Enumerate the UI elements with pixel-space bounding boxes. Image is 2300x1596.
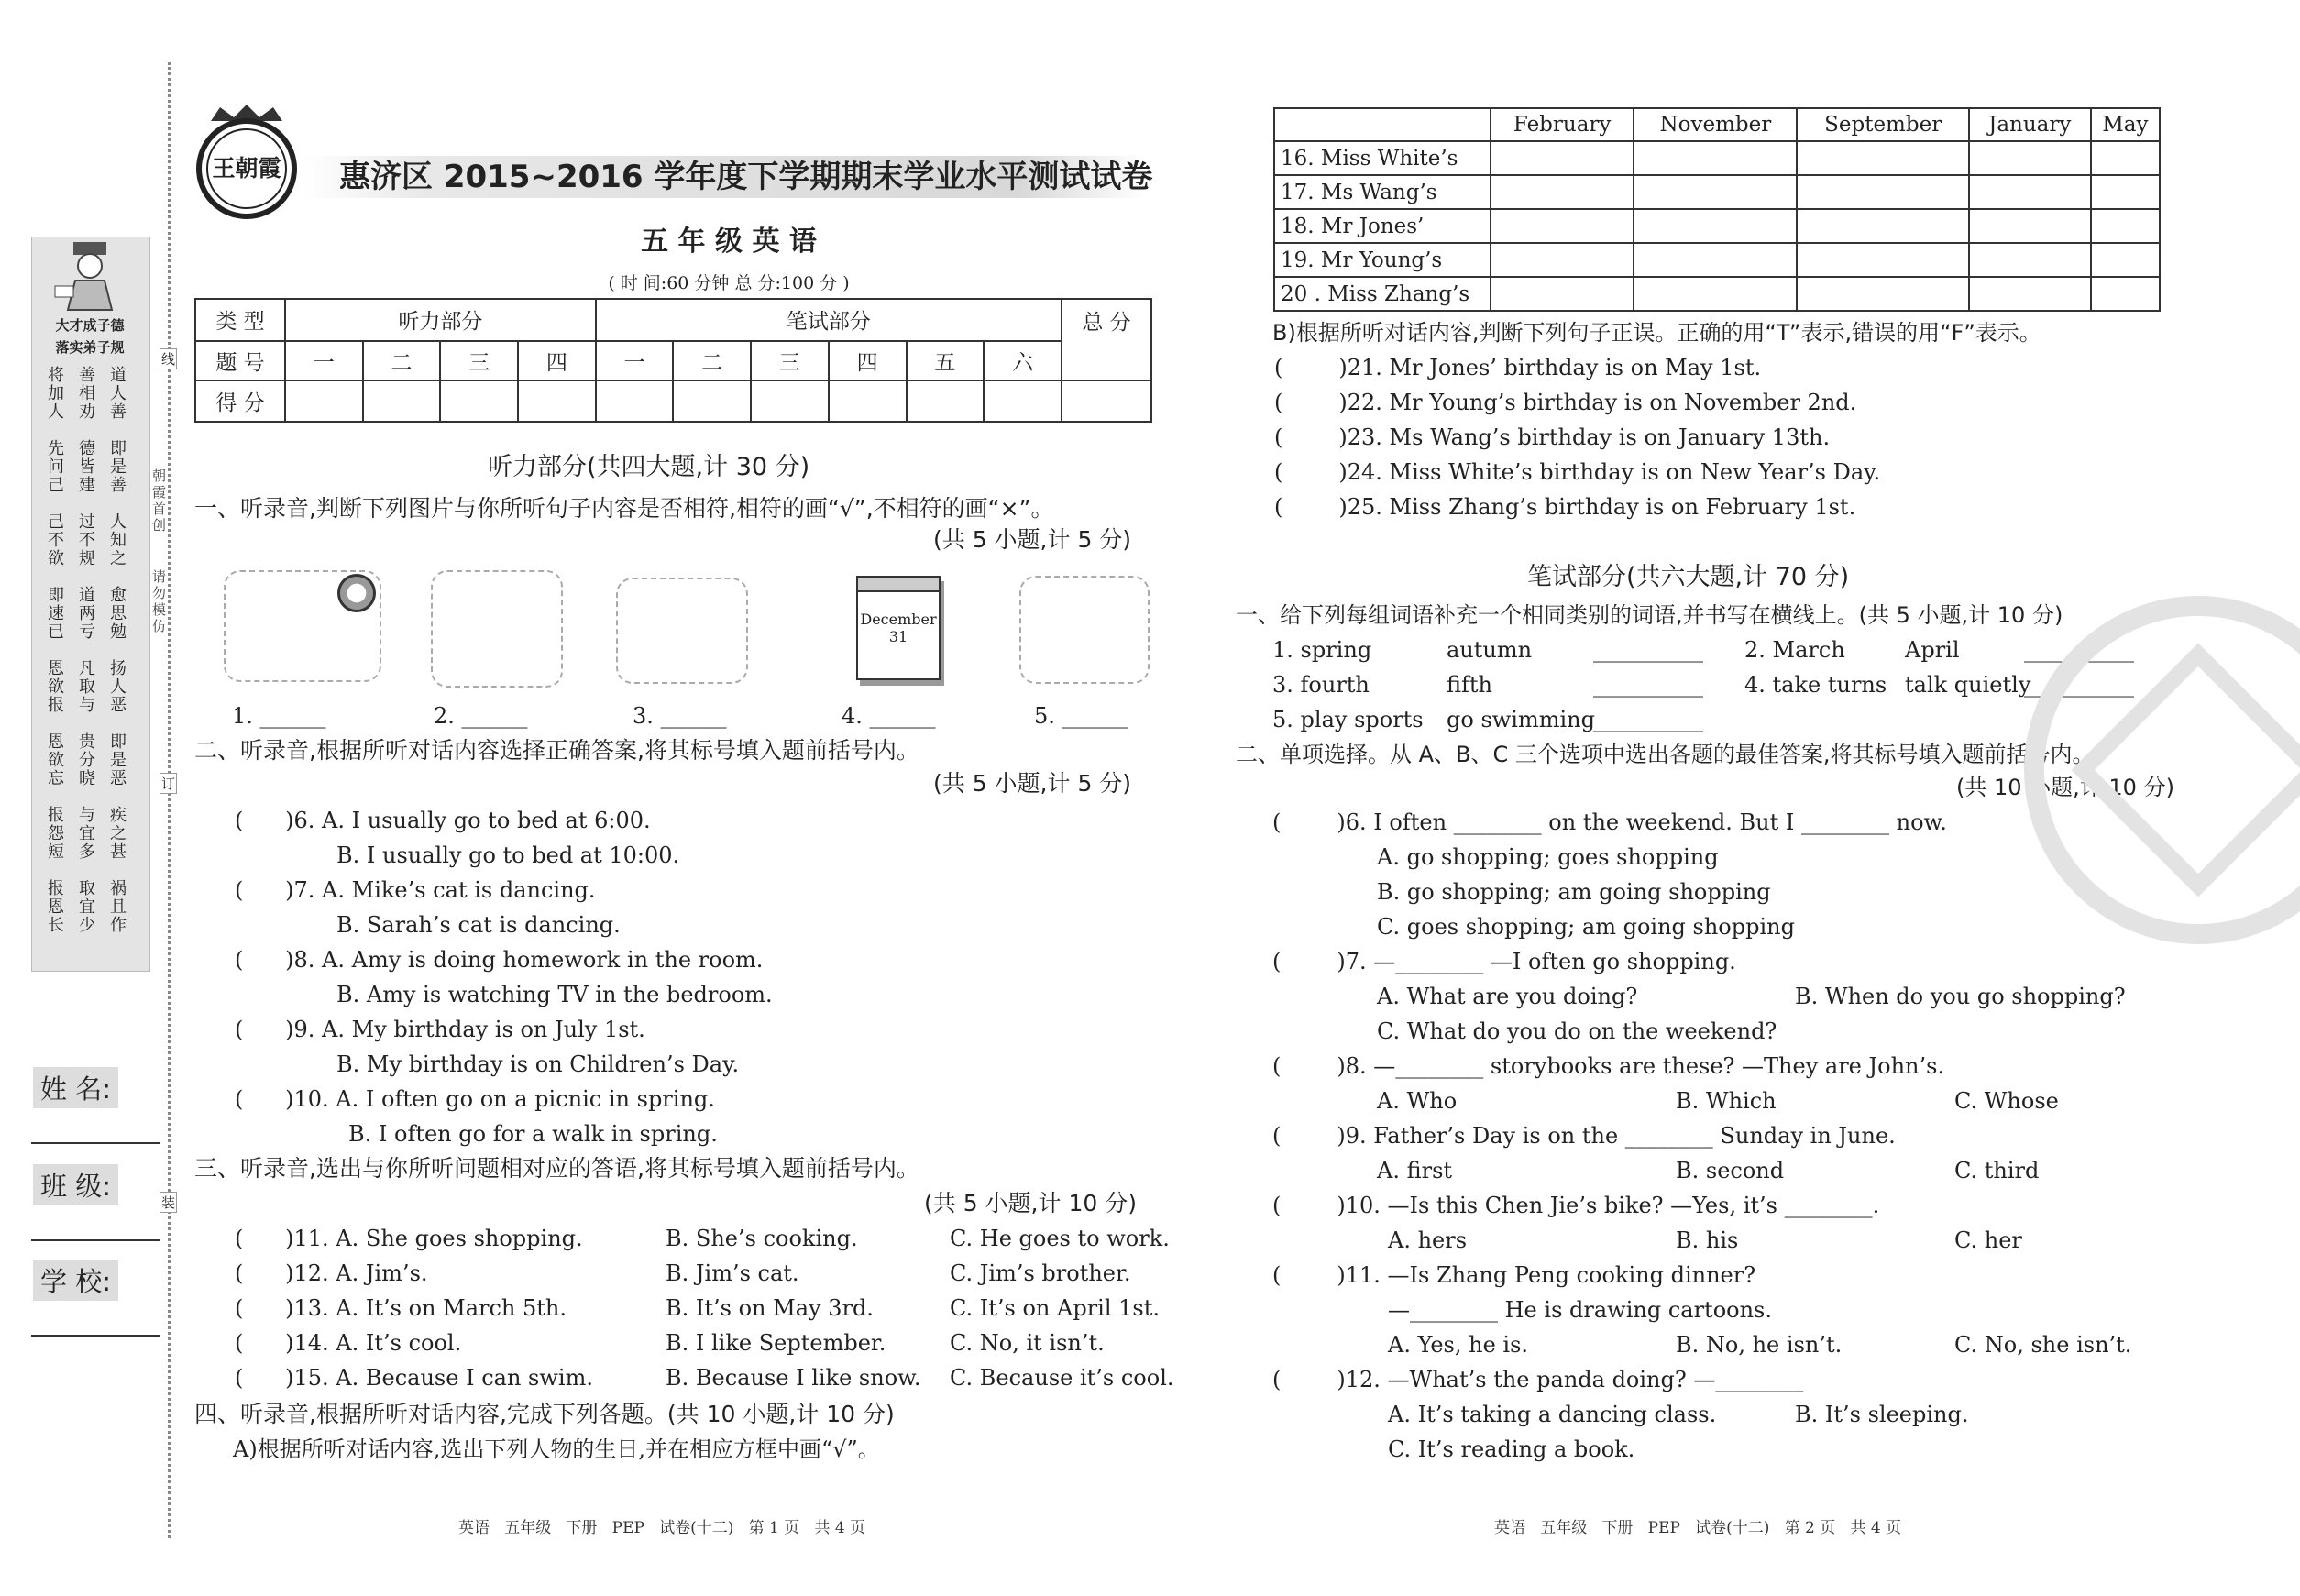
birthday-check-cell[interactable] [1634, 243, 1797, 277]
mc-q8: ( )8. —________ storybooks are these? —They are John’s. [1272, 1053, 1945, 1079]
score-table-num: 二 [363, 341, 441, 381]
score-table-num: 一 [596, 341, 674, 381]
birthday-check-cell[interactable] [1491, 175, 1634, 209]
score-table-cell[interactable] [751, 380, 829, 422]
listening-s3-title: 三、听录音,选出与你所听问题相对应的答语,将其标号填入题前括号内。 [194, 1155, 919, 1182]
birthday-table-corner [1274, 108, 1491, 141]
word-group-item: 5. play sports [1272, 707, 1424, 732]
birthday-person-17: 17. Ms Wang’s [1274, 175, 1491, 209]
spine-maxim-col: 己不欲 [48, 512, 64, 568]
gutter-mark-ding: 订 [160, 773, 177, 794]
calendar-month: December [860, 611, 937, 628]
score-table-num: 三 [440, 341, 518, 381]
birthday-check-cell[interactable] [1491, 277, 1634, 311]
listening-s3-points: (共 5 小题,计 10 分) [924, 1190, 1137, 1216]
score-table [194, 298, 1152, 423]
mc-q9: ( )9. Father’s Day is on the ________ Sunday in June. [1272, 1123, 1896, 1149]
picture-blank-5: 5. ______ [1034, 703, 1128, 729]
mc-q12-b: B. It’s sleeping. [1795, 1402, 1969, 1427]
mc-q8-b: B. Which [1676, 1088, 1777, 1114]
birthday-check-cell[interactable] [1797, 175, 1968, 209]
mc-q11-line2: —________ He is drawing cartoons. [1388, 1297, 1772, 1323]
student-name-label: 姓 名: [33, 1067, 118, 1108]
birthday-person-20: 20 . Miss Zhang’s [1274, 277, 1491, 311]
birthday-check-cell[interactable] [1491, 243, 1634, 277]
listening-s2-title: 二、听录音,根据所听对话内容选择正确答案,将其标号填入题前括号内。 [194, 737, 919, 764]
birthday-check-cell[interactable] [1491, 141, 1634, 175]
score-table-question-no: 题 号 [195, 341, 285, 381]
listening-s2-points: (共 5 小题,计 5 分) [933, 770, 1132, 797]
spine-maxim-col: 过不规 [79, 512, 95, 568]
writing-s2-points: (共 10 小题,计 10 分) [1956, 775, 2174, 800]
spine-maxim-col: 取宜少 [79, 879, 95, 935]
birthday-month-header: May [2091, 108, 2160, 141]
word-group-item: 2. March [1744, 637, 1845, 663]
q9-line-a: ( )9. A. My birthday is on July 1st. [235, 1017, 645, 1042]
score-table-num: 一 [285, 341, 363, 381]
q7-line-b: B. Sarah’s cat is dancing. [336, 912, 621, 938]
footer-left: 英语 五年级 下册 PEP 试卷(十二) 第 1 页 共 4 页 [458, 1519, 866, 1537]
birthday-check-cell[interactable] [2091, 175, 2160, 209]
ball-icon [337, 574, 376, 612]
logo-text: 王朝霞 [212, 155, 281, 182]
mc-q11-b: B. No, he isn’t. [1676, 1332, 1843, 1358]
gutter-note-2: 请勿模仿 [152, 568, 167, 634]
score-table-total-cell[interactable] [1062, 380, 1151, 422]
score-table-cell[interactable] [829, 380, 907, 422]
mc-q6-c: C. goes shopping; am going shopping [1377, 914, 1795, 940]
s3-option: ( )12. A. Jim’s. [235, 1260, 428, 1286]
score-table-num: 五 [907, 341, 985, 381]
writing-s1-title: 一、给下列每组词语补充一个相同类别的词语,并书写在横线上。(共 5 小题,计 10 分) [1236, 602, 2063, 628]
mc-q6: ( )6. I often ________ on the weekend. But I ________ now. [1272, 809, 1947, 835]
listening-s1-points: (共 5 小题,计 5 分) [933, 526, 1132, 553]
s3-option: ( )13. A. It’s on March 5th. [235, 1295, 567, 1321]
mc-q12-a: A. It’s taking a dancing class. [1388, 1402, 1717, 1427]
word-group-item: go swimming [1447, 707, 1595, 732]
word-group-item: __________ [1593, 637, 1703, 663]
birthday-person-19: 19. Mr Young’s [1274, 243, 1491, 277]
gutter-note-1: 朝霞首创 [152, 468, 167, 534]
spine-maxim-col: 即是善 [110, 439, 127, 495]
spine-maxim-col: 恩欲报 [48, 659, 64, 715]
s3-option: ( )11. A. She goes shopping. [235, 1226, 583, 1251]
picture-monkey [616, 578, 748, 684]
tf-q24: ( )24. Miss White’s birthday is on New Year’s Day. [1274, 459, 1881, 485]
spine-maxim-col: 即是恶 [110, 732, 127, 788]
calendar-day: 31 [888, 628, 908, 645]
tf-title: B)根据所听对话内容,判断下列句子正误。正确的用“T”表示,错误的用“F”表示。 [1272, 320, 2041, 346]
birthday-check-cell[interactable] [2091, 277, 2160, 311]
picture-girl-icecream [431, 570, 563, 688]
score-table-num: 六 [984, 341, 1062, 381]
score-table-cell[interactable] [363, 380, 441, 422]
mc-q9-a: A. first [1377, 1158, 1453, 1183]
birthday-person-18: 18. Mr Jones’ [1274, 209, 1491, 243]
spine-motto-1: 大才成子德 [55, 317, 125, 334]
spine-maxim-col: 道人善 [110, 366, 127, 422]
score-table-cell[interactable] [440, 380, 518, 422]
word-group-item: 3. fourth [1272, 672, 1370, 698]
spine-maxim-col: 德皆建 [79, 439, 95, 495]
score-table-cell[interactable] [596, 380, 674, 422]
s3-option: B. It’s on May 3rd. [666, 1295, 874, 1321]
score-table-cell[interactable] [984, 380, 1062, 422]
mc-q10-a: A. hers [1388, 1227, 1468, 1253]
mc-q11: ( )11. —Is Zhang Peng cooking dinner? [1272, 1262, 1756, 1288]
score-table-cell[interactable] [907, 380, 985, 422]
tf-q22: ( )22. Mr Young’s birthday is on November 2nd. [1274, 390, 1857, 415]
score-table-num: 四 [829, 341, 907, 381]
q9-line-b: B. My birthday is on Children’s Day. [336, 1051, 740, 1077]
mc-q9-b: B. second [1676, 1158, 1785, 1183]
picture-calendar [856, 576, 941, 680]
s3-option: B. Jim’s cat. [666, 1260, 799, 1286]
s3-option: B. Because I like snow. [666, 1365, 921, 1391]
q6-line-b: B. I usually go to bed at 10:00. [336, 842, 680, 868]
s3-option: B. I like September. [666, 1330, 886, 1356]
binding-dotted-line [168, 62, 171, 1538]
score-table-cell[interactable] [285, 380, 363, 422]
s3-option: ( )15. A. Because I can swim. [235, 1365, 593, 1391]
student-class-label: 班 级: [33, 1164, 118, 1205]
birthday-month-header: September [1797, 108, 1968, 141]
mc-q6-a: A. go shopping; goes shopping [1377, 844, 1719, 870]
word-group-item: April [1905, 637, 1960, 663]
spine-maxims [48, 367, 139, 953]
spine-maxim-col: 道两亏 [79, 586, 95, 642]
birthday-check-cell[interactable] [1797, 277, 1968, 311]
spine-maxim-col: 恩欲忘 [48, 732, 64, 788]
score-table-num: 三 [751, 341, 829, 381]
writing-s2-title: 二、单项选择。从 A、B、C 三个选项中选出各题的最佳答案,将其标号填入题前括号内。 [1236, 742, 2095, 767]
mc-q11-a: A. Yes, he is. [1388, 1332, 1529, 1358]
score-table-total: 总 分 [1062, 299, 1151, 380]
mc-q8-a: A. Who [1377, 1088, 1458, 1114]
word-group-item: autumn [1447, 637, 1533, 663]
listening-heading: 听力部分(共四大题,计 30 分) [488, 453, 810, 481]
score-table-writing: 笔试部分 [596, 299, 1062, 341]
score-table-num: 四 [518, 341, 596, 381]
tf-q23: ( )23. Ms Wang’s birthday is on January 13th. [1274, 424, 1831, 450]
spine-maxim-col: 报恩长 [48, 879, 64, 935]
s3-option: ( )14. A. It’s cool. [235, 1330, 462, 1356]
birthday-check-cell[interactable] [1634, 175, 1797, 209]
student-school-label: 学 校: [33, 1260, 118, 1301]
mc-q7-b: B. When do you go shopping? [1795, 984, 2126, 1009]
mc-q8-c: C. Whose [1954, 1088, 2059, 1114]
birthday-check-cell[interactable] [1969, 277, 2091, 311]
birthday-check-cell[interactable] [2091, 141, 2160, 175]
footer-right: 英语 五年级 下册 PEP 试卷(十二) 第 2 页 共 4 页 [1494, 1519, 1902, 1537]
tf-q25: ( )25. Miss Zhang’s birthday is on February 1st. [1274, 494, 1856, 520]
scholar-figure [53, 240, 127, 312]
birthday-month-header: January [1969, 108, 2091, 141]
birthday-month-header: February [1491, 108, 1634, 141]
birthday-check-cell[interactable] [1491, 209, 1634, 243]
word-group-item: __________ [1593, 672, 1703, 698]
gutter-mark-line: 线 [160, 348, 177, 369]
birthday-person-16: 16. Miss White’s [1274, 141, 1491, 175]
mc-q12: ( )12. —What’s the panda doing? —________ [1272, 1367, 1804, 1392]
gutter-mark-zhuang: 装 [160, 1192, 177, 1213]
spine-maxim-col: 扬人恶 [110, 659, 127, 715]
listening-s3-rows [235, 1221, 1174, 1404]
birthday-check-cell[interactable] [1969, 141, 2091, 175]
birthday-check-cell[interactable] [1797, 141, 1968, 175]
word-group-item: __________ [2024, 672, 2134, 698]
exam-time-info: ( 时 间:60 分钟 总 分:100 分 ) [608, 273, 850, 293]
word-group-item: __________ [2024, 637, 2134, 663]
mc-q10-c: C. her [1954, 1227, 2022, 1253]
student-name-field[interactable] [31, 1142, 160, 1144]
mc-q12-c: C. It’s reading a book. [1388, 1436, 1635, 1462]
spine-maxim-col: 报怨短 [48, 806, 64, 862]
writing-heading: 笔试部分(共六大题,计 70 分) [1527, 563, 1850, 591]
spine-maxim-col: 人知之 [110, 512, 127, 568]
listening-s4-title: 四、听录音,根据所听对话内容,完成下列各题。(共 10 小题,计 10 分) [194, 1401, 895, 1427]
q10-line-b: B. I often go for a walk in spring. [348, 1121, 718, 1147]
q10-line-a: ( )10. A. I often go on a picnic in spring. [235, 1086, 715, 1112]
birthday-check-cell[interactable] [1797, 209, 1968, 243]
student-school-field[interactable] [31, 1335, 160, 1337]
student-class-field[interactable] [31, 1239, 160, 1241]
s3-option: C. Because it’s cool. [950, 1365, 1174, 1391]
mc-q7-a: A. What are you doing? [1377, 984, 1638, 1009]
listening-s4-part-a: A)根据所听对话内容,选出下列人物的生日,并在相应方框中画“√”。 [233, 1436, 880, 1462]
spine-maxim-col: 将加人 [48, 366, 64, 422]
spine-maxim-col: 先问己 [48, 439, 64, 495]
picture-blank-2: 2. ______ [434, 703, 528, 729]
mc-q11-c: C. No, she isn’t. [1954, 1332, 2132, 1358]
birthday-table [1273, 107, 2161, 312]
birthday-check-cell[interactable] [1634, 277, 1797, 311]
q8-line-a: ( )8. A. Amy is doing homework in the room. [235, 947, 764, 973]
picture-blank-3: 3. ______ [633, 703, 727, 729]
tf-q21: ( )21. Mr Jones’ birthday is on May 1st. [1274, 355, 1762, 380]
word-group-item: __________ [1593, 707, 1703, 732]
spine-maxim-col: 凡取与 [79, 659, 95, 715]
spine-maxim-col: 与宜多 [79, 806, 95, 862]
spine-maxim-col: 祸且作 [110, 879, 127, 935]
birthday-check-cell[interactable] [1969, 175, 2091, 209]
score-table-cell[interactable] [518, 380, 596, 422]
mc-q7-c: C. What do you do on the weekend? [1377, 1018, 1777, 1044]
score-table-cell[interactable] [673, 380, 751, 422]
mc-q9-c: C. third [1954, 1158, 2040, 1183]
birthday-check-cell[interactable] [1969, 243, 2091, 277]
spine-maxim-col: 贵分晓 [79, 732, 95, 788]
spine-maxim-col: 即速已 [48, 586, 64, 642]
score-table-listening: 听力部分 [285, 299, 596, 341]
word-group-item: fifth [1447, 672, 1492, 698]
birthday-month-header: November [1634, 108, 1797, 141]
exam-title: 惠济区 2015~2016 学年度下学期期末学业水平测试试卷 [339, 159, 1153, 195]
score-table-num: 二 [673, 341, 751, 381]
s3-option: C. Jim’s brother. [950, 1260, 1131, 1286]
s3-option: C. No, it isn’t. [950, 1330, 1105, 1356]
picture-skating [1019, 576, 1150, 684]
birthday-check-cell[interactable] [1797, 243, 1968, 277]
birthday-check-cell[interactable] [2091, 209, 2160, 243]
birthday-check-cell[interactable] [1634, 209, 1797, 243]
word-group-item: 1. spring [1272, 637, 1372, 663]
calendar-rings [858, 578, 939, 592]
mc-q7: ( )7. —________ —I often go shopping. [1272, 949, 1736, 974]
mc-q10-b: B. his [1676, 1227, 1739, 1253]
birthday-check-cell[interactable] [2091, 243, 2160, 277]
word-group-item: talk quietly [1905, 672, 2031, 698]
score-table-type: 类 型 [195, 299, 285, 341]
q8-line-b: B. Amy is watching TV in the bedroom. [336, 982, 773, 1007]
spine-motto-2: 落实弟子规 [55, 339, 125, 356]
mc-q10: ( )10. —Is this Chen Jie’s bike? —Yes, it’s ________. [1272, 1193, 1880, 1218]
birthday-check-cell[interactable] [1969, 209, 2091, 243]
picture-blank-1: 1. ______ [232, 703, 326, 729]
spine-maxim-col: 疾之甚 [110, 806, 127, 862]
picture-blank-4: 4. ______ [842, 703, 936, 729]
score-table-score: 得 分 [195, 380, 285, 422]
s3-option: B. She’s cooking. [666, 1226, 858, 1251]
mc-q6-b: B. go shopping; am going shopping [1377, 879, 1771, 905]
q7-line-a: ( )7. A. Mike’s cat is dancing. [235, 877, 596, 903]
s3-option: C. It’s on April 1st. [950, 1295, 1161, 1321]
listening-s1-title: 一、听录音,判断下列图片与你所听句子内容是否相符,相符的画“√”,不相符的画“×”。 [194, 495, 1054, 522]
birthday-check-cell[interactable] [1634, 141, 1797, 175]
q6-line-a: ( )6. A. I usually go to bed at 6:00. [235, 808, 651, 833]
s3-option: C. He goes to work. [950, 1226, 1170, 1251]
spine-maxim-col: 愈思勉 [110, 586, 127, 642]
spine-maxim-col: 善相劝 [79, 366, 95, 422]
exam-subtitle: 五 年 级 英 语 [641, 226, 817, 258]
word-group-item: 4. take turns [1744, 672, 1887, 698]
